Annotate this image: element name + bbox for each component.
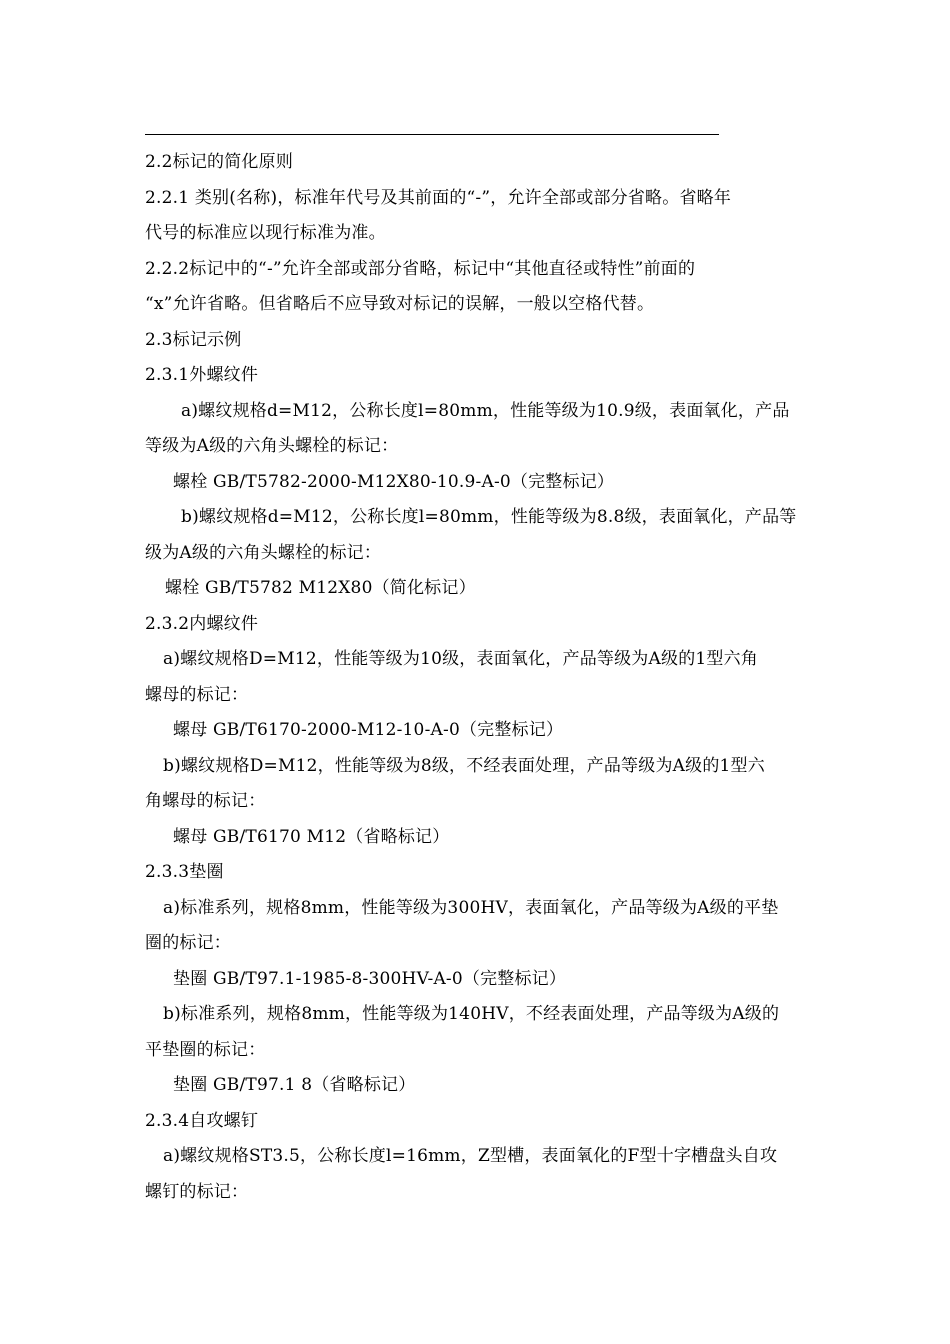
header-rule	[145, 134, 719, 135]
example-item-a-cont: 螺母的标记：	[145, 684, 249, 705]
example-item-a-cont: 圈的标记：	[145, 933, 231, 953]
marking-example: 螺栓 GB/T5782-2000-M12X80-10.9-A-0（完整标记）	[173, 471, 615, 492]
example-item-a-cont: 螺钉的标记：	[145, 1181, 249, 1202]
subsection-heading-2-3-2: 2.3.2内螺纹件	[145, 613, 259, 634]
example-item-a: a)螺纹规格ST3.5，公称长度l=16mm，Z型槽，表面氧化的F型十字槽盘头自攻	[163, 1146, 778, 1166]
paragraph-2-2-1-cont: 代号的标准应以现行标准为准。	[145, 223, 386, 243]
marking-example: 垫圈 GB/T97.1-1985-8-300HV-A-0（完整标记）	[173, 968, 567, 989]
section-heading-2-3: 2.3标记示例	[145, 329, 242, 350]
example-item-b-cont: 平垫圈的标记：	[145, 1039, 266, 1060]
subsection-heading-2-3-4: 2.3.4自攻螺钉	[145, 1110, 259, 1131]
paragraph-2-2-2: 2.2.2标记中的“-”允许全部或部分省略，标记中“其他直径或特性”前面的	[145, 258, 696, 279]
document-body	[145, 145, 810, 1210]
example-item-b-cont: 角螺母的标记：	[145, 791, 266, 811]
example-item-a: a)螺纹规格d=M12，公称长度l=80mm，性能等级为10.9级，表面氧化，产品	[181, 400, 790, 421]
example-item-b: b)标准系列，规格8mm，性能等级为140HV，不经表面处理，产品等级为A级的	[163, 1004, 780, 1024]
subsection-heading-2-3-1: 2.3.1外螺纹件	[145, 365, 259, 385]
section-heading-2-2: 2.2标记的简化原则	[145, 152, 294, 172]
marking-example: 螺栓 GB/T5782 M12X80（简化标记）	[165, 578, 476, 598]
example-item-b: b)螺纹规格d=M12，公称长度l=80mm，性能等级为8.8级，表面氧化，产品等	[181, 507, 797, 527]
marking-example: 螺母 GB/T6170-2000-M12-10-A-0（完整标记）	[173, 720, 564, 740]
example-item-b-cont: 级为A级的六角头螺栓的标记：	[145, 542, 382, 563]
example-item-a-cont: 等级为A级的六角头螺栓的标记：	[145, 436, 399, 456]
paragraph-2-2-2-cont: “x”允许省略。但省略后不应导致对标记的误解，一般以空格代替。	[145, 294, 655, 314]
example-item-a: a)标准系列，规格8mm，性能等级为300HV，表面氧化，产品等级为A级的平垫	[163, 897, 779, 918]
paragraph-2-2-1: 2.2.1 类别(名称)，标准年代号及其前面的“-”，允许全部或部分省略。省略年	[145, 187, 732, 208]
example-item-b: b)螺纹规格D=M12，性能等级为8级，不经表面处理，产品等级为A级的1型六	[163, 755, 765, 776]
marking-example: 螺母 GB/T6170 M12（省略标记）	[173, 826, 450, 847]
example-item-a: a)螺纹规格D=M12，性能等级为10级，表面氧化，产品等级为A级的1型六角	[163, 649, 759, 669]
subsection-heading-2-3-3: 2.3.3垫圈	[145, 862, 224, 882]
marking-example: 垫圈 GB/T97.1 8（省略标记）	[173, 1075, 416, 1095]
